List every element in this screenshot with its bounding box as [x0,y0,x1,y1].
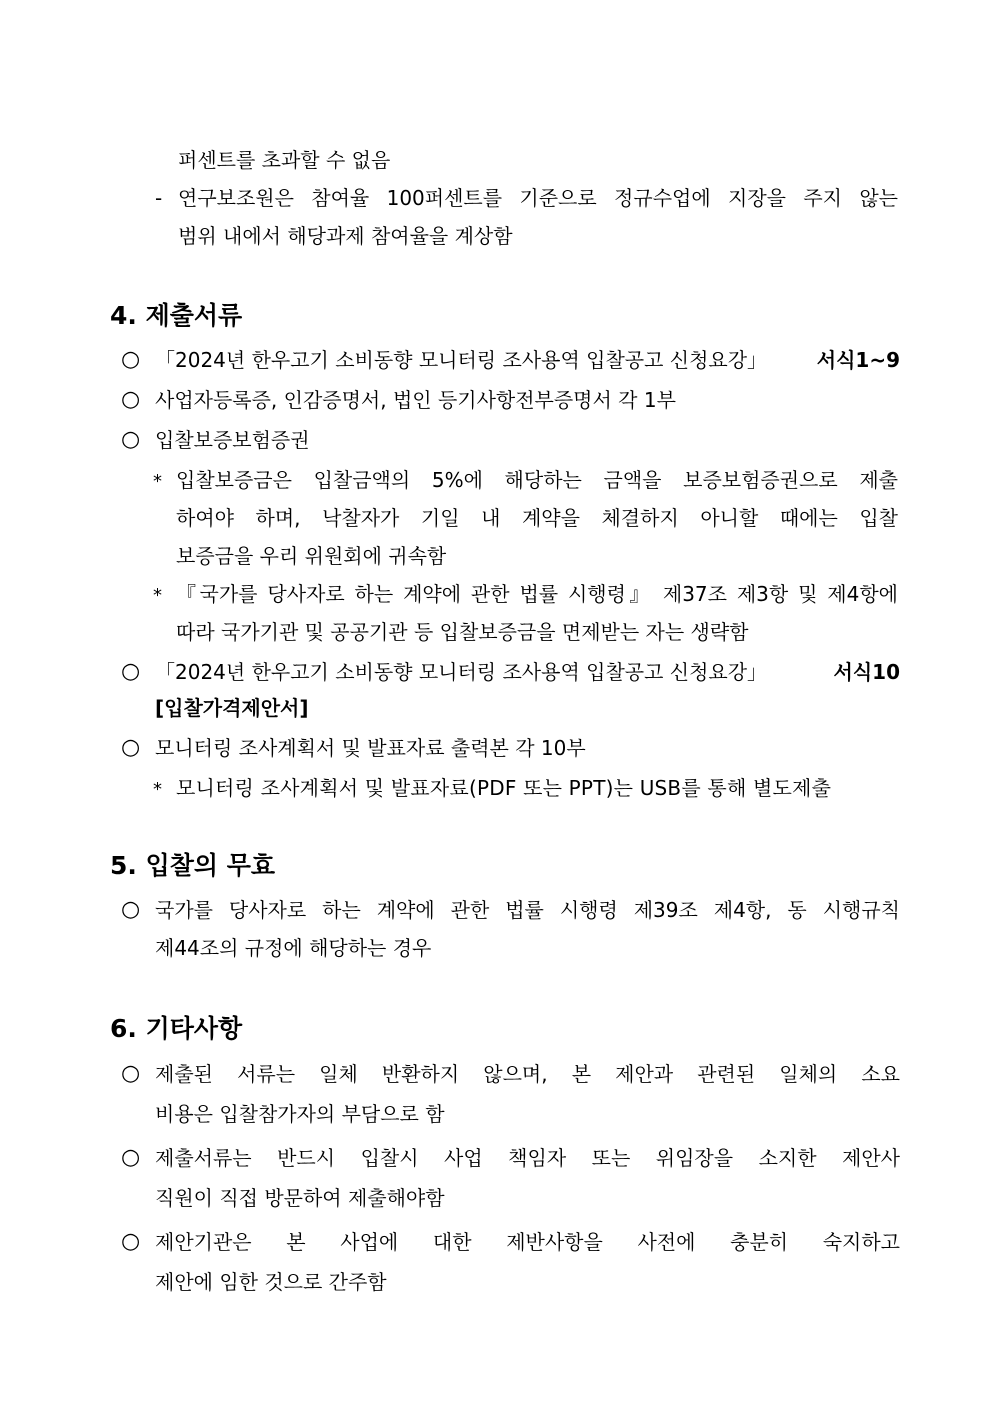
s4-note-1-line-2: 하여야 하며, 낙찰자가 기일 내 계약을 체결하지 아니할 때에는 입찰 [176,506,898,530]
note-star: * [153,471,162,492]
section-4-heading: 4. 제출서류 [110,301,243,330]
s4-item-4-line-2: [입찰가격제안서] [155,696,309,720]
section-5-heading: 5. 입찰의 무효 [110,851,276,880]
note-star: * [153,779,162,800]
s6-item-2-line-1: 제출서류는 반드시 입찰시 사업 책임자 또는 위임장을 소지한 제안사 [155,1146,900,1170]
s4-item-5: 모니터링 조사계획서 및 발표자료 출력본 각 10부 [155,736,586,760]
s4-item-1-form: 서식1~9 [816,348,900,372]
s4-item-1-text: 「2024년 한우고기 소비동향 모니터링 조사용역 입찰공고 신청요강」 [155,348,768,372]
circle-bullet: ○ [121,347,141,372]
intro-line-2: 연구보조원은 참여율 100퍼센트를 기준으로 정규수업에 지장을 주지 않는 [178,186,898,210]
intro-line-3: 범위 내에서 해당과제 참여율을 계상함 [178,224,513,248]
circle-bullet: ○ [121,735,141,760]
circle-bullet: ○ [121,1145,141,1170]
s6-item-1-line-2: 비용은 입찰참가자의 부담으로 함 [155,1102,445,1126]
circle-bullet: ○ [121,1229,141,1254]
s6-item-1-line-1: 제출된 서류는 일체 반환하지 않으며, 본 제안과 관련된 일체의 소요 [155,1062,900,1086]
circle-bullet: ○ [121,897,141,922]
circle-bullet: ○ [121,659,141,684]
s4-item-1 [155,346,900,374]
s4-note-3: 모니터링 조사계획서 및 발표자료(PDF 또는 PPT)는 USB를 통해 별도제출 [176,776,832,800]
s4-note-1-line-1: 입찰보증금은 입찰금액의 5%에 해당하는 금액을 보증보험증권으로 제출 [176,468,898,492]
s4-note-2-line-2: 따라 국가기관 및 공공기관 등 입찰보증금을 면제받는 자는 생략함 [176,620,749,644]
intro-line-1: 퍼센트를 초과할 수 없음 [178,148,391,172]
s4-item-4 [155,658,900,686]
circle-bullet: ○ [121,1061,141,1086]
s5-item-1-line-1: 국가를 당사자로 하는 계약에 관한 법률 시행령 제39조 제4항, 동 시행규칙 [155,898,900,922]
circle-bullet: ○ [121,427,141,452]
s5-item-1-line-2: 제44조의 규정에 해당하는 경우 [155,936,432,960]
s6-item-3-line-1: 제안기관은 본 사업에 대한 제반사항을 사전에 충분히 숙지하고 [155,1230,900,1254]
note-star: * [153,585,162,606]
s4-note-1-line-3: 보증금을 우리 위원회에 귀속함 [176,544,447,568]
s4-item-4-text: 「2024년 한우고기 소비동향 모니터링 조사용역 입찰공고 신청요강」 [155,660,768,684]
s6-item-2-line-2: 직원이 직접 방문하여 제출해야함 [155,1186,445,1210]
s6-item-3-line-2: 제안에 임한 것으로 간주함 [155,1270,387,1294]
s4-item-2: 사업자등록증, 인감증명서, 법인 등기사항전부증명서 각 1부 [155,388,676,412]
s4-item-3: 입찰보증보험증권 [155,428,310,452]
dash-marker: - [155,186,163,210]
section-6-heading: 6. 기타사항 [110,1014,243,1043]
circle-bullet: ○ [121,387,141,412]
s4-note-2-line-1: 『국가를 당사자로 하는 계약에 관한 법률 시행령』 제37조 제3항 및 제4항에 [176,582,898,606]
s4-item-4-form: 서식10 [833,660,900,684]
